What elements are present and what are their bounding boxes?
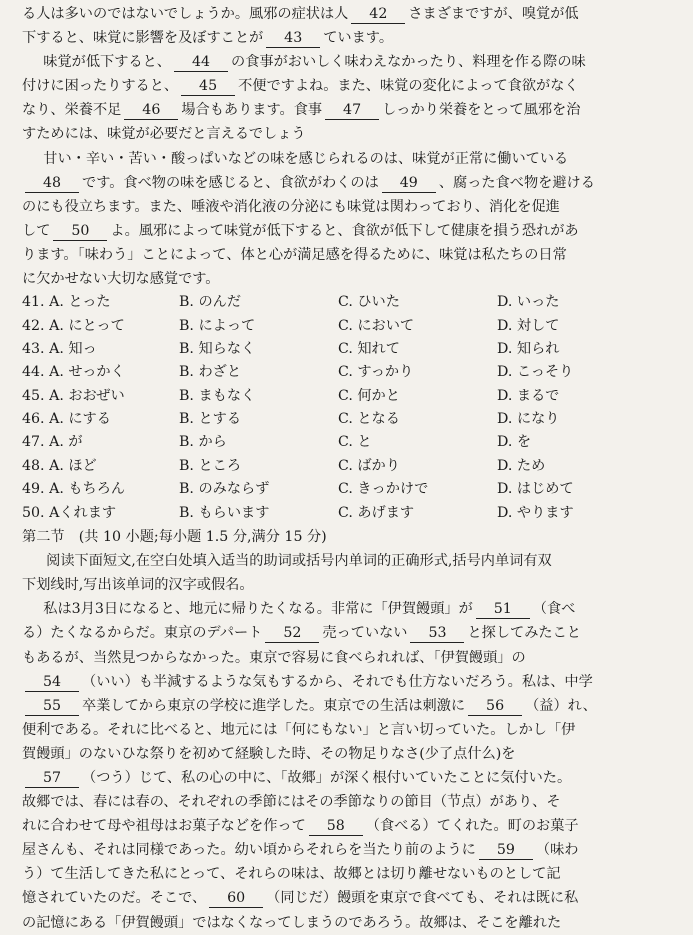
option-a[interactable]: 46. A. にする bbox=[22, 411, 111, 428]
question-47-options bbox=[22, 431, 675, 454]
question-50-options bbox=[22, 502, 675, 525]
text-line: 下すると、味覚に影響を及ぼすことが 43 ています。 bbox=[22, 30, 394, 47]
question-46-options bbox=[22, 408, 675, 431]
passage1-paragraph2 bbox=[22, 50, 675, 146]
blank-56[interactable]: 56 bbox=[468, 697, 522, 716]
option-c[interactable]: C. あげます bbox=[338, 504, 415, 521]
option-d[interactable]: D. を bbox=[497, 434, 532, 451]
blank-59[interactable]: 59 bbox=[479, 841, 533, 860]
text-line: う）て生活してきた私にとって、それらの味は、故郷とは切り離せないものとして記 bbox=[22, 866, 561, 883]
option-c[interactable]: C. きっかけで bbox=[338, 481, 429, 498]
option-a[interactable]: 50. Aくれます bbox=[22, 504, 117, 521]
option-d[interactable]: D. やります bbox=[497, 504, 574, 521]
text-line: すためには、味覚が必要だと言えるでしょう bbox=[22, 126, 306, 143]
option-d[interactable]: D. になり bbox=[497, 411, 560, 428]
option-a[interactable]: 45. A. おおぜい bbox=[22, 387, 125, 404]
blank-58[interactable]: 58 bbox=[309, 817, 363, 836]
option-a[interactable]: 44. A. せっかく bbox=[22, 364, 125, 381]
blank-50[interactable]: 50 bbox=[53, 222, 107, 241]
option-b[interactable]: B. のみならず bbox=[179, 481, 270, 498]
option-a[interactable]: 49. A. もちろん bbox=[22, 481, 126, 498]
option-b[interactable]: B. のんだ bbox=[179, 294, 242, 311]
text-line: なり、栄養不足 46 場合もあります。食事 47 しっかり栄養をとって風邪を治 bbox=[22, 102, 581, 119]
blank-57[interactable]: 57 bbox=[25, 769, 79, 788]
passage2 bbox=[22, 597, 675, 934]
section2-instructions-line1: 阅读下面短文,在空白处填入适当的助词或括号内单词的正确形式,括号内单词有双 bbox=[46, 553, 552, 570]
option-a[interactable]: 48. A. ほど bbox=[22, 457, 97, 474]
option-b[interactable]: B. まもなく bbox=[179, 387, 256, 404]
text-line: の記憶にある「伊賀饅頭」ではなくなってしまうのであろう。故郷は、そこを離れた bbox=[22, 914, 562, 931]
section2-instructions-line2: 下划线时,写出该单词的汉字或假名。 bbox=[22, 577, 254, 594]
blank-60[interactable]: 60 bbox=[209, 889, 263, 908]
answer-options bbox=[22, 291, 675, 525]
text-line: 賀饅頭」のないひな祭りを初めて経験した時、その物足りなさ(少了点什么)を bbox=[22, 745, 516, 762]
option-b[interactable]: B. わざと bbox=[179, 364, 242, 381]
blank-51[interactable]: 51 bbox=[476, 600, 530, 619]
text-line: れに合わせて母や祖母はお菓子などを作って 58 （食べる）てくれた。町のお菓子 bbox=[22, 818, 579, 835]
text-line: 54 （いい）も半減するような気もするから、それでも仕方ないだろう。私は、中学 bbox=[22, 670, 675, 694]
blank-48[interactable]: 48 bbox=[25, 174, 79, 193]
option-c[interactable]: C. すっかり bbox=[338, 364, 414, 381]
blank-43[interactable]: 43 bbox=[266, 29, 320, 48]
text-line: 57 （つう）じて、私の心の中に、「故郷」が深く根付いていたことに気付いた。 bbox=[22, 766, 675, 790]
blank-45[interactable]: 45 bbox=[181, 77, 235, 96]
text-line: 便利である。それに比べると、地元には「何にもない」と言い切っていた。しかし「伊 bbox=[22, 721, 576, 738]
blank-46[interactable]: 46 bbox=[124, 101, 178, 120]
text-line: 付けに困ったりすると、 45 不便ですよね。また、味覚の変化によって食欲がなく bbox=[22, 78, 579, 95]
text-line: 故郷では、春には春の、それぞれの季節にはその季節なりの節目（节点）があり、そ bbox=[22, 794, 561, 811]
question-44-options bbox=[22, 361, 675, 384]
section2-title: 第二节 (共 10 小题;每小题 1.5 分,满分 15 分) bbox=[22, 529, 327, 546]
blank-44[interactable]: 44 bbox=[174, 53, 228, 72]
blank-47[interactable]: 47 bbox=[325, 101, 379, 120]
text-line: る）たくなるからだ。東京のデパート 52 売っていない 53 と探してみたこと bbox=[22, 625, 581, 642]
option-c[interactable]: C. ひいた bbox=[338, 294, 400, 311]
blank-42[interactable]: 42 bbox=[351, 5, 405, 24]
blank-54[interactable]: 54 bbox=[25, 673, 79, 692]
option-b[interactable]: B. 知らなく bbox=[179, 340, 256, 357]
blank-55[interactable]: 55 bbox=[25, 697, 79, 716]
option-d[interactable]: D. 対して bbox=[497, 317, 560, 334]
text-line: もあるが、当然見つからなかった。東京で容易に食べられれば、「伊賀饅頭」の bbox=[22, 649, 526, 666]
text-line: ります。「味わう」ことによって、体と心が満足感を得るために、味覚は私たちの日常 bbox=[22, 246, 567, 263]
question-49-options bbox=[22, 478, 675, 501]
option-b[interactable]: B. から bbox=[179, 434, 227, 451]
option-c[interactable]: C. となる bbox=[338, 411, 400, 428]
option-c[interactable]: C. において bbox=[338, 317, 415, 334]
option-b[interactable]: B. ところ bbox=[179, 457, 242, 474]
text-line: して 50 よ。風邪によって味覚が低下すると、食欲が低下して健康を損う恐れがあ bbox=[22, 222, 579, 239]
option-c[interactable]: C. 何かと bbox=[338, 387, 400, 404]
option-d[interactable]: D. はじめて bbox=[497, 481, 574, 498]
question-43-options bbox=[22, 338, 675, 361]
text-line: 48 です。食べ物の味を感じると、食欲がわくのは 49 、腐った食べ物を避ける bbox=[22, 171, 675, 195]
blank-52[interactable]: 52 bbox=[265, 624, 319, 643]
text-line: に欠かせない大切な感覚です。 bbox=[22, 271, 220, 288]
text-line: 55 卒業してから東京の学校に進学した。東京での生活は刺激に 56 （益）れ、 bbox=[22, 694, 675, 718]
option-b[interactable]: B. とする bbox=[179, 411, 242, 428]
blank-53[interactable]: 53 bbox=[410, 624, 464, 643]
passage1-paragraph1 bbox=[22, 2, 675, 50]
text-line: 憶されていたのだ。そこで、 60 （同じだ）饅頭を東京で食べても、それは既に私 bbox=[22, 890, 579, 907]
text-line: 甘い・辛い・苦い・酸っぱいなどの味を感じられるのは、味覚が正常に働いている bbox=[43, 150, 569, 167]
option-d[interactable]: D. まるで bbox=[497, 387, 560, 404]
option-d[interactable]: D. いった bbox=[497, 294, 560, 311]
question-41-options bbox=[22, 291, 675, 314]
blank-49[interactable]: 49 bbox=[382, 174, 436, 193]
option-a[interactable]: 43. A. 知っ bbox=[22, 340, 97, 357]
question-48-options bbox=[22, 455, 675, 478]
option-a[interactable]: 47. A. が bbox=[22, 434, 83, 451]
question-45-options bbox=[22, 385, 675, 408]
question-42-options bbox=[22, 315, 675, 338]
passage1-paragraph3 bbox=[22, 147, 675, 292]
text-line: 味覚が低下すると、 44 の食事がおいしく味わえなかったり、料理を作る際の味 bbox=[43, 54, 586, 71]
option-c[interactable]: C. ばかり bbox=[338, 457, 400, 474]
option-b[interactable]: B. もらいます bbox=[179, 504, 270, 521]
option-c[interactable]: C. と bbox=[338, 434, 372, 451]
option-a[interactable]: 42. A. にとって bbox=[22, 317, 125, 334]
option-d[interactable]: D. 知られ bbox=[497, 340, 560, 357]
option-c[interactable]: C. 知れて bbox=[338, 340, 400, 357]
option-b[interactable]: B. によって bbox=[179, 317, 256, 334]
text-line: 屋さんも、それは同様であった。幼い頃からそれらを当たり前のように 59 （味わ bbox=[22, 842, 579, 859]
text-line: のにも役立ちます。また、唾液や消化液の分泌にも味覚は関わっており、消化を促進 bbox=[22, 198, 560, 215]
option-d[interactable]: D. ため bbox=[497, 457, 546, 474]
option-d[interactable]: D. こっそり bbox=[497, 364, 574, 381]
text-line: 私は3月3日になると、地元に帰りたくなる。非常に「伊賀饅頭」が 51 （食べ bbox=[43, 601, 576, 618]
text-line: る人は多いのではないでしょうか。風邪の症状は人 42 さまざまですが、嗅覚が低 bbox=[22, 6, 579, 22]
option-a[interactable]: 41. A. とった bbox=[22, 294, 111, 311]
